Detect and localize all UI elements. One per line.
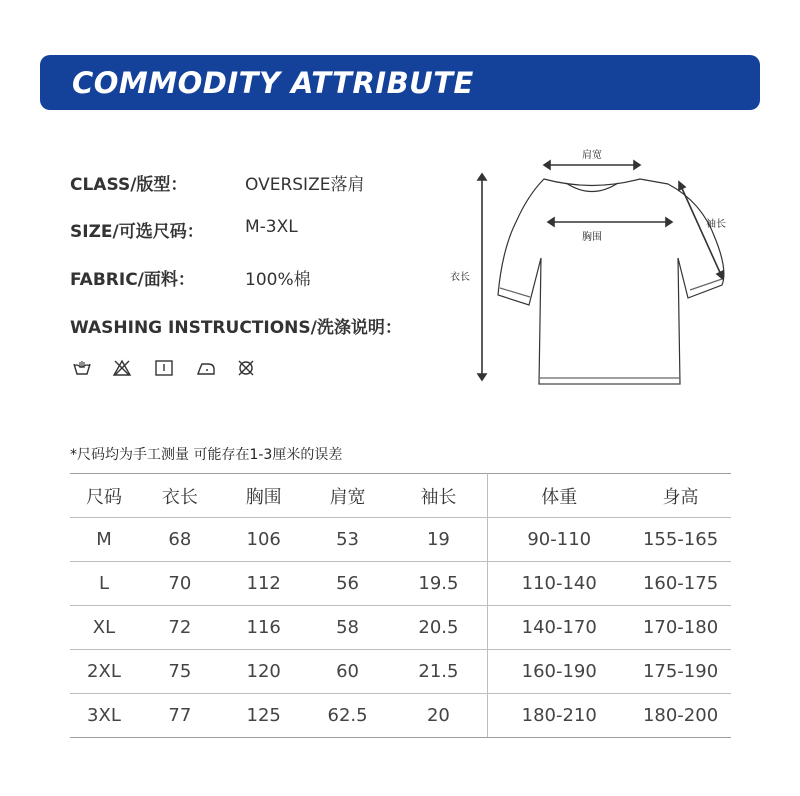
size-value: M-3XL [245, 217, 298, 237]
cell-size: 3XL [70, 694, 138, 738]
cell-length: 75 [138, 650, 222, 694]
cell-height: 175-190 [630, 650, 731, 694]
cell-size: L [70, 562, 138, 606]
cell-height: 180-200 [630, 694, 731, 738]
measurement-note: *尺码均为手工测量 可能存在1-3厘米的误差 [70, 447, 343, 463]
cell-chest: 125 [222, 694, 306, 738]
do-not-dry-clean-icon [236, 359, 256, 377]
cell-chest: 116 [222, 606, 306, 650]
cell-height: 170-180 [630, 606, 731, 650]
cell-weight: 90-110 [488, 518, 630, 562]
table-row [70, 650, 731, 694]
header-size: 尺码 [70, 474, 138, 518]
fabric-value: 100%棉 [245, 270, 311, 290]
shoulder-label: 肩宽 [582, 150, 602, 161]
cell-chest: 112 [222, 562, 306, 606]
cell-height: 155-165 [630, 518, 731, 562]
iron-icon [196, 359, 216, 377]
cell-weight: 160-190 [488, 650, 630, 694]
class-label: CLASS/版型： [70, 175, 188, 195]
cell-length: 77 [138, 694, 222, 738]
cell-weight: 110-140 [488, 562, 630, 606]
tshirt-diagram [440, 140, 760, 400]
page-title: COMMODITY ATTRIBUTE [72, 66, 474, 100]
table-row [70, 562, 731, 606]
header-banner [40, 55, 760, 110]
cell-shoulder: 58 [306, 606, 390, 650]
table-row [70, 606, 731, 650]
cell-size: XL [70, 606, 138, 650]
header-weight: 体重 [488, 474, 630, 518]
header-height: 身高 [630, 474, 731, 518]
cell-weight: 140-170 [488, 606, 630, 650]
size-label: SIZE/可选尺码： [70, 222, 204, 242]
table-row [70, 694, 731, 738]
cell-sleeve: 21.5 [390, 650, 488, 694]
sleeve-label: 袖长 [706, 219, 726, 230]
tumble-dry-icon [154, 359, 174, 377]
header-length: 衣长 [138, 474, 222, 518]
cell-size: M [70, 518, 138, 562]
cell-chest: 106 [222, 518, 306, 562]
cell-sleeve: 19 [390, 518, 488, 562]
cell-length: 70 [138, 562, 222, 606]
cell-length: 68 [138, 518, 222, 562]
cell-shoulder: 53 [306, 518, 390, 562]
cell-sleeve: 19.5 [390, 562, 488, 606]
washing-label: WASHING INSTRUCTIONS/洗涤说明： [70, 318, 402, 338]
cell-sleeve: 20 [390, 694, 488, 738]
header-shoulder: 肩宽 [306, 474, 390, 518]
cell-height: 160-175 [630, 562, 731, 606]
table-row [70, 518, 731, 562]
cell-shoulder: 56 [306, 562, 390, 606]
cell-shoulder: 60 [306, 650, 390, 694]
cell-weight: 180-210 [488, 694, 630, 738]
class-value: OVERSIZE落肩 [245, 175, 365, 195]
tshirt-outline [498, 179, 724, 384]
table-header-row [70, 474, 731, 518]
header-chest: 胸围 [222, 474, 306, 518]
cell-chest: 120 [222, 650, 306, 694]
length-label: 衣长 [450, 272, 470, 283]
cell-length: 72 [138, 606, 222, 650]
header-sleeve: 袖长 [390, 474, 488, 518]
do-not-bleach-icon [112, 359, 132, 377]
chest-label: 胸围 [582, 232, 602, 243]
hand-wash-icon [72, 359, 92, 377]
cell-shoulder: 62.5 [306, 694, 390, 738]
fabric-label: FABRIC/面料： [70, 270, 195, 290]
cell-size: 2XL [70, 650, 138, 694]
cell-sleeve: 20.5 [390, 606, 488, 650]
size-table [70, 473, 731, 738]
